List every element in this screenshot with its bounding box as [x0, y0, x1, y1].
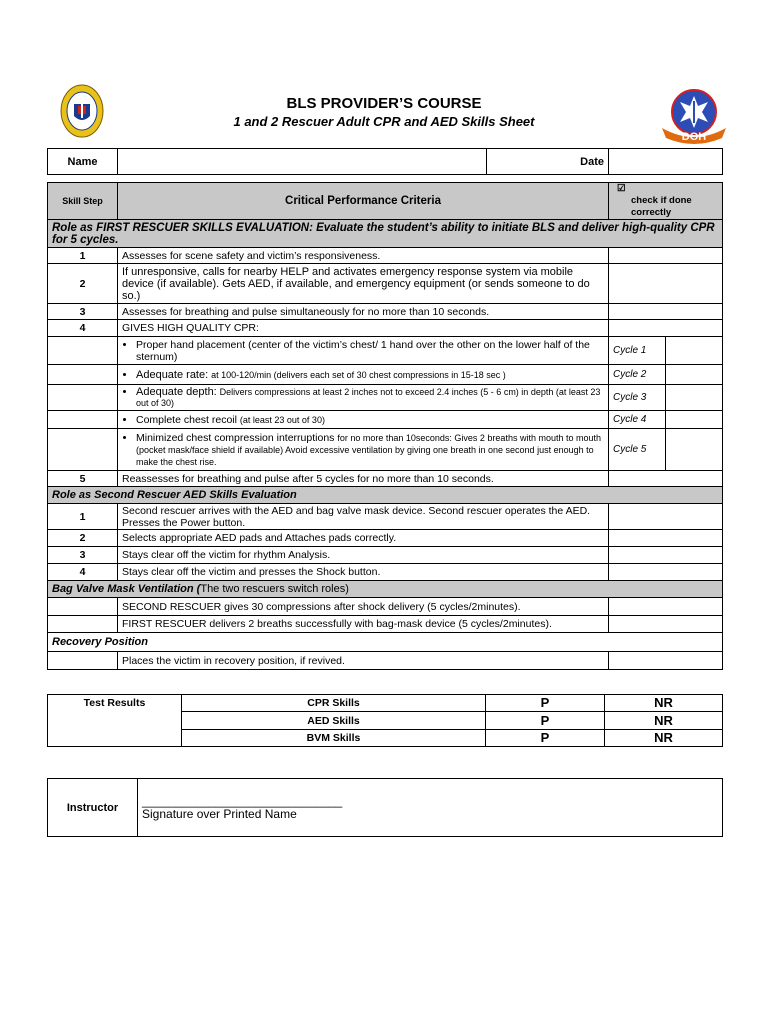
step-number-empty — [48, 616, 118, 633]
cycle-check-cell[interactable] — [666, 385, 723, 411]
step-number: 1 — [48, 248, 118, 264]
cpr-item — [118, 337, 609, 365]
step-text: Stays clear off the victim for rhythm Analysis. — [118, 547, 609, 564]
instructor-signature-cell[interactable] — [138, 779, 723, 837]
step-number-empty — [48, 385, 118, 411]
step-number-empty — [48, 337, 118, 365]
col-header-criteria: Critical Performance Criteria — [118, 183, 609, 220]
step-text: Assesses for breathing and pulse simultaneously for no more than 10 seconds. — [118, 304, 609, 320]
section-bvm-note: The two rescuers switch roles) — [200, 583, 349, 595]
step-number: 3 — [48, 304, 118, 320]
check-cell[interactable] — [609, 652, 723, 670]
check-cell[interactable] — [609, 504, 723, 530]
check-cell[interactable] — [609, 616, 723, 633]
signature-caption: Signature over Printed Name — [142, 806, 297, 821]
step-number: 4 — [48, 564, 118, 581]
step-number-empty — [48, 598, 118, 616]
cycle-label: Cycle 5 — [609, 429, 666, 471]
check-cell[interactable] — [609, 530, 723, 547]
step-text: Stays clear off the victim and presses the Shock button. — [118, 564, 609, 581]
name-label: Name — [48, 149, 118, 175]
check-cell[interactable] — [609, 248, 723, 264]
cpr-item-main: Complete chest recoil — [136, 413, 237, 426]
step-text: Places the victim in recovery position, if revived. — [118, 652, 609, 670]
step-number-empty — [48, 365, 118, 385]
checkbox-icon: ☑ — [617, 183, 626, 194]
test-results-label: Test Results — [48, 695, 182, 747]
cpr-item — [118, 411, 609, 429]
step-text: SECOND RESCUER gives 30 compressions after shock delivery (5 cycles/2minutes). — [118, 598, 609, 616]
cycle-check-cell[interactable] — [666, 411, 723, 429]
step-text: If unresponsive, calls for nearby HELP and activates emergency response system via mobile device (if available). Gets AED, if available, and emergency equipment (or sends someone to do so.) — [118, 264, 609, 304]
cpr-item-main: Adequate depth: — [136, 385, 217, 398]
step-number: 4 — [48, 320, 118, 337]
step-number-empty — [48, 429, 118, 471]
cpr-item-main: Proper hand placement (center of the victim’s chest/ 1 hand over the other on the lower half of the sternum) — [136, 338, 590, 363]
step-number: 2 — [48, 530, 118, 547]
section-bag-valve-mask — [48, 581, 723, 598]
date-label: Date — [487, 149, 609, 175]
cpr-item — [118, 365, 609, 385]
not-ready-option[interactable]: NR — [605, 730, 723, 747]
page-subtitle: 1 and 2 Rescuer Adult CPR and AED Skills Sheet — [233, 114, 535, 129]
cpr-item — [118, 385, 609, 411]
step-text: Assesses for scene safety and victim’s responsiveness. — [118, 248, 609, 264]
col-header-step: Skill Step — [48, 183, 118, 220]
pass-option[interactable]: P — [486, 695, 605, 712]
cycle-check-cell[interactable] — [666, 337, 723, 365]
pass-option[interactable]: P — [486, 730, 605, 747]
check-cell[interactable] — [609, 598, 723, 616]
step-text: FIRST RESCUER delivers 2 breaths successfully with bag-mask device (5 cycles/2minutes). — [118, 616, 609, 633]
cpr-item-detail: for no more than 10seconds: Gives 2 breaths with mouth to mouth (pocket mask/face shield if available) Avoid excessive ventilation by giving one breath in one second just enough to make the chest rise. — [136, 432, 601, 467]
check-cell[interactable] — [609, 320, 723, 337]
cpr-item-detail: (at least 23 out of 30) — [239, 414, 325, 425]
cycle-label: Cycle 3 — [609, 385, 666, 411]
instructor-table — [47, 778, 723, 837]
cycle-label: Cycle 2 — [609, 365, 666, 385]
cpr-item-main: Minimized chest compression interruptions — [136, 431, 335, 444]
col-header-check-label: check if done correctly — [631, 195, 692, 218]
step-number: 3 — [48, 547, 118, 564]
section-second-rescuer: Role as Second Rescuer AED Skills Evaluation — [48, 487, 723, 504]
not-ready-option[interactable]: NR — [605, 712, 723, 730]
step-text: Selects appropriate AED pads and Attaches pads correctly. — [118, 530, 609, 547]
cpr-item-main: Adequate rate: — [136, 368, 209, 381]
skill-name: CPR Skills — [182, 695, 486, 712]
cpr-item — [118, 429, 609, 471]
name-date-table — [47, 148, 723, 175]
skill-name: BVM Skills — [182, 730, 486, 747]
step-number: 1 — [48, 504, 118, 530]
step-number: 2 — [48, 264, 118, 304]
cycle-check-cell[interactable] — [666, 365, 723, 385]
cycle-label: Cycle 1 — [609, 337, 666, 365]
cpr-item-detail: at 100-120/min (delivers each set of 30 chest compressions in 15-18 sec ) — [211, 369, 506, 380]
cpr-item-detail: Delivers compressions at least 2 inches not to exceed 2.4 inches (5 - 6 cm) in depth (at least 23 out of 30) — [136, 386, 601, 408]
check-cell[interactable] — [609, 471, 723, 487]
step-text: GIVES HIGH QUALITY CPR: — [118, 320, 609, 337]
check-cell[interactable] — [609, 304, 723, 320]
skill-name: AED Skills — [182, 712, 486, 730]
criteria-table — [47, 182, 723, 670]
cycle-label: Cycle 4 — [609, 411, 666, 429]
name-field[interactable] — [118, 149, 487, 175]
not-ready-option[interactable]: NR — [605, 695, 723, 712]
check-cell[interactable] — [609, 547, 723, 564]
check-cell[interactable] — [609, 564, 723, 581]
section-first-rescuer: Role as FIRST RESCUER SKILLS EVALUATION: Evaluate the student’s ability to initiate BLS and deliver high-quality CPR for 5 cycles. — [48, 220, 723, 248]
step-text: Second rescuer arrives with the AED and bag valve mask device. Second rescuer operates the AED. Presses the Power button. — [118, 504, 609, 530]
step-number-empty — [48, 652, 118, 670]
step-text: Reassesses for breathing and pulse after 5 cycles for no more than 10 seconds. — [118, 471, 609, 487]
instructor-label: Instructor — [48, 779, 138, 837]
signature-line: ______________________________ — [142, 793, 343, 808]
pass-option[interactable]: P — [486, 712, 605, 730]
col-header-check — [609, 183, 723, 220]
test-results-table — [47, 694, 723, 747]
step-number: 5 — [48, 471, 118, 487]
page-title: BLS PROVIDER’S COURSE — [286, 95, 482, 112]
date-field[interactable] — [609, 149, 723, 175]
section-recovery-position: Recovery Position — [48, 633, 723, 652]
check-cell[interactable] — [609, 264, 723, 304]
step-number-empty — [48, 411, 118, 429]
section-bvm-title: Bag Valve Mask Ventilation ( — [52, 583, 201, 595]
doh-logo-text: DOH — [681, 131, 707, 143]
cycle-check-cell[interactable] — [666, 429, 723, 471]
